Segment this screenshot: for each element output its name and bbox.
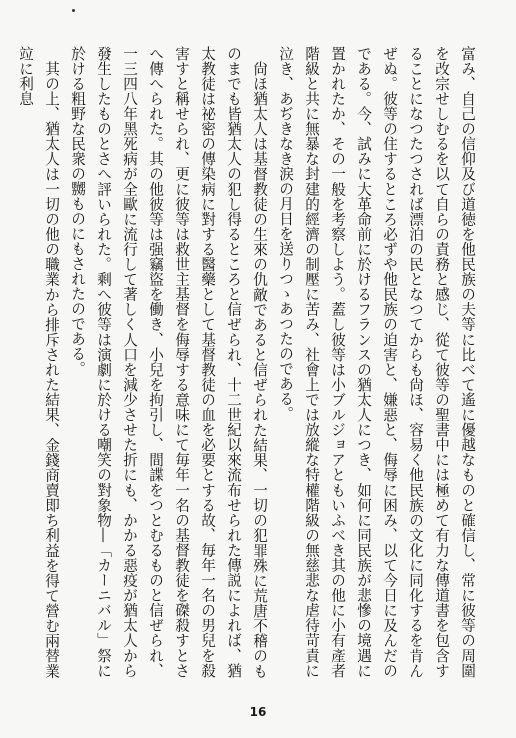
vertical-text-body <box>17 46 480 678</box>
paragraph: 其の上、猶太人は一切の他の職業から排斥された結果、金錢商賣即ち利益を得て營む兩替業竝に利息 <box>17 46 60 678</box>
paragraph: 富み、自己の信仰及び道徳を他民族の夫等に比べて遙に優越なものと確信し、常に彼等の周圍を改宗せしむるを以て自らの責務と感じ、從て彼等の聖書中には極めて有力な傳道書を包含することになつたつされば漂泊の民となつてからも尙ほ、容易く他民族の文化に同化するを肯んぜぬ。彼等の住するところ必ずや他民族の迫害と、嫌惡と、侮辱に困み、以て今日に及んだのである。今、試みに大革命前に於けるフランスの猶太人につき、如何に同民族が悲慘の境遇に置かれたか、その一般を考察しよう。蓋し彼等は小ブルジョアともいふべき其の他に小有產者階級と共に無暴な封建的經濟の制壓に苦み、社會上では放縱な特權階級の無慈悲な虐待苛責に泣き、あぢきなき涙の月日を送りつゝあつたのである。 <box>277 46 476 678</box>
page-number: 16 <box>249 705 267 719</box>
print-speck <box>72 9 75 12</box>
paragraph: 尙ほ猶太人は基督教徒の生來の仇敵であると信ぜられた結果、一切の犯罪殊に荒唐不稽のものまでも皆猶太人の犯し得るところと信ぜられ、十二世紀以來流布せられた傳説によれば、猶太教徒は祕密の傳染病に對する醫藥として基督教徒の血を必要とする故、毎年一名の男兒を殺害すと稱せられ、更に彼等は救世主基督を侮辱する意味にて毎年一名の基督教徒を磔殺すとさへ傳へられた。其の他彼等は强竊盜を働き、小兒を拘引し、間諜をつとむるものと信ぜられ、一三四八年黑死病が全歐に流行して著しく人口を減少させた折にも、かかる惡疫が猶太人から發生したものとさへ評いられた。剩へ彼等は演劇に於ける嘲笑の對象物―「カーニバル」祭に於ける粗野な民衆の嬲ものにもされたのである。 <box>69 46 268 678</box>
